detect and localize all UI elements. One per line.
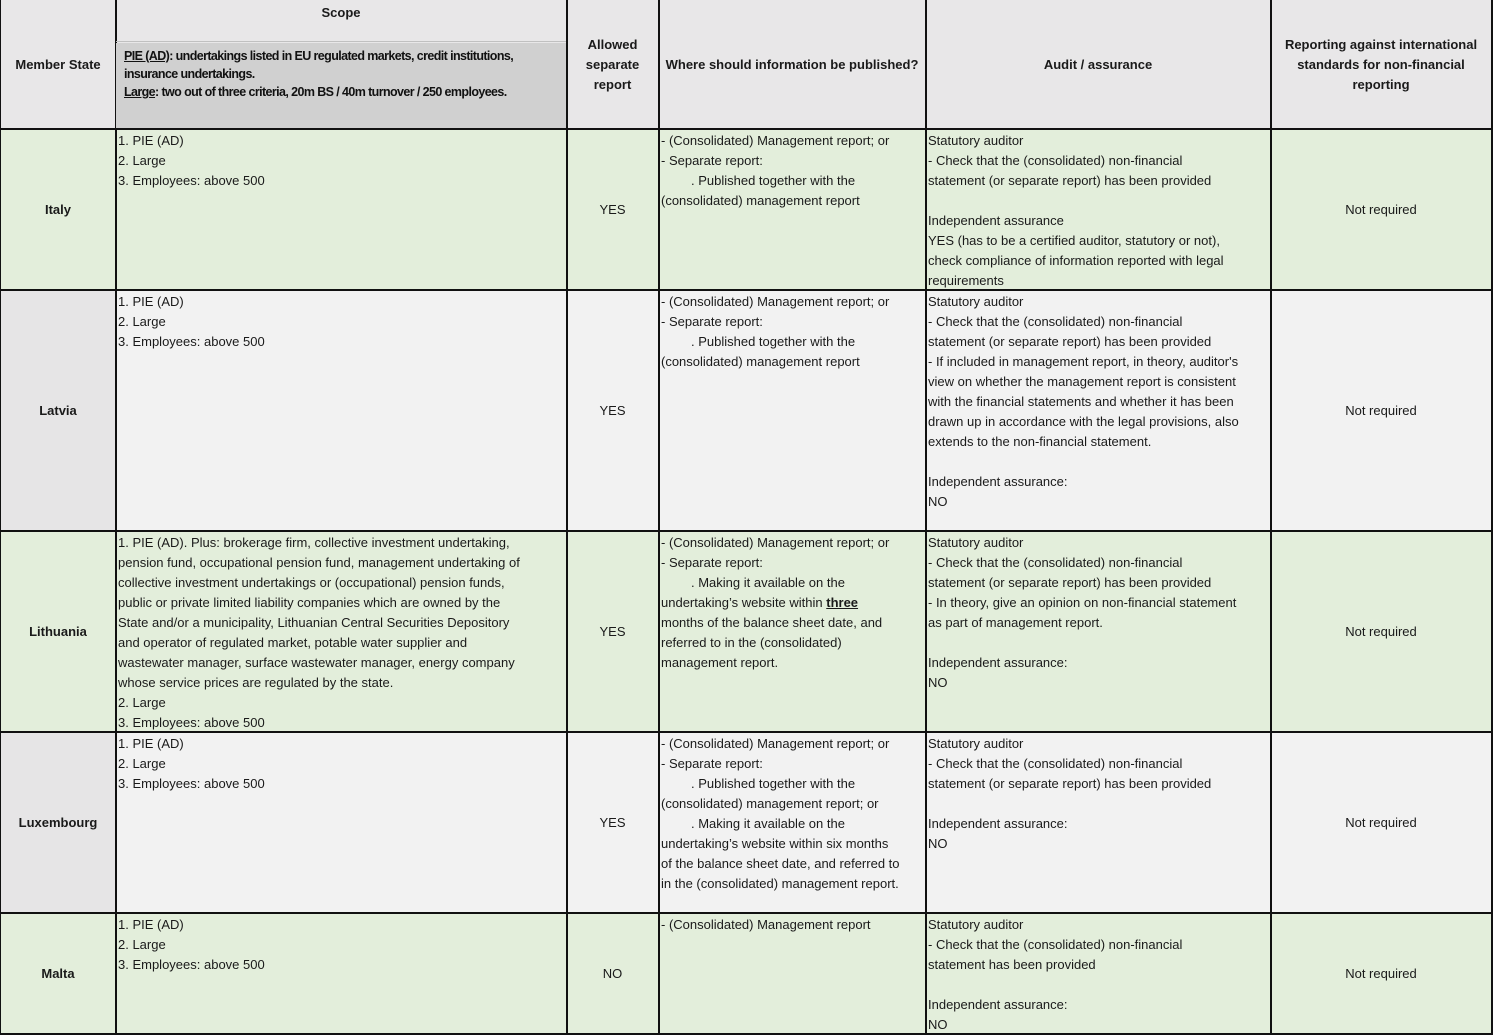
where-published-cell[interactable] <box>659 733 927 912</box>
audit-line: - Check that the (consolidated) non-financial <box>928 555 1183 570</box>
audit-line: Independent assurance: <box>928 816 1068 831</box>
audit-line: with the financial statements and whether it has been <box>928 394 1234 409</box>
scope-line: collective investment undertakings or (occupational) pension funds, <box>118 575 505 590</box>
blank-line <box>928 452 1268 472</box>
allowed-separate-report-cell[interactable] <box>567 532 660 731</box>
allowed-separate-report-value: YES <box>599 201 626 217</box>
audit-line: drawn up in accordance with the legal provisions, also <box>928 414 1239 429</box>
audit-cell[interactable] <box>926 733 1272 912</box>
where-published-line: - (Consolidated) Management report <box>661 917 871 932</box>
where-published-line: - Separate report: <box>661 153 763 168</box>
reporting-standards-cell[interactable] <box>1271 914 1493 1033</box>
header-row <box>0 0 1493 129</box>
header-scope[interactable] <box>116 0 568 129</box>
where-published-line: undertaking’s website within six months <box>661 836 889 851</box>
audit-line: Independent assurance: <box>928 474 1068 489</box>
where-published-line: - Separate report: <box>661 756 763 771</box>
audit-line: NO <box>928 675 948 690</box>
scope-line: pension fund, occupational pension fund, management undertaking of <box>118 555 520 570</box>
audit-line: - Check that the (consolidated) non-financial <box>928 937 1183 952</box>
table-row-lithuania <box>0 532 1493 731</box>
header-allowed-separate-report[interactable] <box>567 0 660 129</box>
scope-line: 3. Employees: above 500 <box>118 776 265 791</box>
member-state-name: Italy <box>44 201 71 217</box>
audit-line: Independent assurance: <box>928 997 1068 1012</box>
scope-cell[interactable] <box>116 291 568 530</box>
audit-line: Independent assurance <box>928 213 1064 228</box>
scope-cell[interactable] <box>116 130 568 289</box>
audit-line: statement (or separate report) has been provided <box>928 173 1212 188</box>
scope-line: 1. PIE (AD) <box>118 294 184 309</box>
where-published-line: - (Consolidated) Management report; or <box>661 294 890 309</box>
where-published-line: (consolidated) management report; or <box>661 796 879 811</box>
audit-line: - If included in management report, in theory, auditor's <box>928 354 1239 369</box>
audit-line: Independent assurance: <box>928 655 1068 670</box>
audit-cell[interactable] <box>926 291 1272 530</box>
scope-line: 2. Large <box>118 937 166 952</box>
scope-definition <box>116 43 566 129</box>
header-scope-title: Scope <box>116 0 566 42</box>
where-published-line: . Making it available on the <box>691 816 845 831</box>
header-where-published-label: Where should information be published? <box>665 56 919 72</box>
reporting-standards-cell[interactable] <box>1271 291 1493 530</box>
where-published-line: (consolidated) management report <box>661 193 860 208</box>
member-state-cell[interactable] <box>0 733 117 912</box>
table-row-luxembourg <box>0 733 1493 912</box>
where-published-line: - Separate report: <box>661 314 763 329</box>
scope-line: 2. Large <box>118 153 166 168</box>
audit-line: statement (or separate report) has been provided <box>928 334 1212 349</box>
blank-line <box>928 794 1268 814</box>
table-row-italy <box>0 130 1493 289</box>
allowed-separate-report-value: YES <box>599 623 626 639</box>
where-published-line: - (Consolidated) Management report; or <box>661 535 890 550</box>
audit-line: Statutory auditor <box>928 535 1024 550</box>
audit-line: requirements <box>928 273 1004 288</box>
blank-line <box>928 191 1268 211</box>
scope-line: 2. Large <box>118 756 166 771</box>
where-published-cell[interactable] <box>659 914 927 1033</box>
scope-line: 3. Employees: above 500 <box>118 957 265 972</box>
audit-line: Statutory auditor <box>928 736 1024 751</box>
allowed-separate-report-cell[interactable] <box>567 130 660 289</box>
where-published-line: in the (consolidated) management report. <box>661 876 899 891</box>
audit-line: NO <box>928 836 948 851</box>
scope-line: and operator of regulated market, potable water supplier and <box>118 635 468 650</box>
header-member-state-label: Member State <box>15 56 101 72</box>
reporting-standards-cell[interactable] <box>1271 532 1493 731</box>
audit-cell[interactable] <box>926 914 1272 1033</box>
audit-line: check compliance of information reported with legal <box>928 253 1224 268</box>
member-state-cell[interactable] <box>0 532 117 731</box>
scope-line: 1. PIE (AD) <box>118 917 184 932</box>
allowed-separate-report-cell[interactable] <box>567 914 660 1033</box>
where-published-line: - Separate report: <box>661 555 763 570</box>
audit-line: - Check that the (consolidated) non-financial <box>928 756 1183 771</box>
scope-line: 1. PIE (AD) <box>118 736 184 751</box>
where-published-line: management report. <box>661 655 779 670</box>
reporting-standards-cell[interactable] <box>1271 733 1493 912</box>
scope-line: 2. Large <box>118 314 166 329</box>
where-published-line: . Published together with the <box>691 173 856 188</box>
scope-cell[interactable] <box>116 914 568 1033</box>
where-published-cell[interactable] <box>659 130 927 289</box>
audit-line: statement has been provided <box>928 957 1096 972</box>
reporting-standards-value: Not required <box>1345 623 1417 639</box>
where-published-line: . Published together with the <box>691 776 856 791</box>
header-audit-assurance-label: Audit / assurance <box>1043 56 1153 72</box>
scope-line: 3. Employees: above 500 <box>118 715 265 730</box>
member-state-name: Lithuania <box>29 623 87 639</box>
allowed-separate-report-value: YES <box>599 402 626 418</box>
allowed-separate-report-value: NO <box>602 965 623 981</box>
audit-line: Statutory auditor <box>928 917 1024 932</box>
audit-line: extends to the non-financial statement. <box>928 434 1152 449</box>
scope-line: wastewater manager, surface wastewater manager, energy company <box>118 655 515 670</box>
header-reporting-standards-label: Reporting against international standards for non-financial reporting <box>1284 36 1478 92</box>
audit-line: view on whether the management report is consistent <box>928 374 1236 389</box>
audit-cell[interactable] <box>926 130 1272 289</box>
where-published-line: . Published together with the <box>691 334 856 349</box>
audit-line: YES (has to be a certified auditor, statutory or not), <box>928 233 1220 248</box>
header-reporting-standards[interactable] <box>1271 0 1493 129</box>
scope-cell[interactable] <box>116 532 568 731</box>
scope-line: State and/or a municipality, Lithuanian Central Securities Depository <box>118 615 510 630</box>
blank-line <box>928 975 1268 995</box>
audit-line: Statutory auditor <box>928 294 1024 309</box>
scope-line: 1. PIE (AD). Plus: brokerage firm, collective investment undertaking, <box>118 535 510 550</box>
scope-line: 3. Employees: above 500 <box>118 173 265 188</box>
scope-line: 1. PIE (AD) <box>118 133 184 148</box>
blank-line <box>928 633 1268 653</box>
allowed-separate-report-cell[interactable] <box>567 291 660 530</box>
allowed-separate-report-value: YES <box>599 814 626 830</box>
emphasized-three: three <box>826 595 859 610</box>
header-where-published[interactable] <box>659 0 927 129</box>
audit-line: NO <box>928 1017 948 1032</box>
scope-cell[interactable] <box>116 733 568 912</box>
audit-line: statement (or separate report) has been provided <box>928 575 1212 590</box>
where-published-line <box>661 593 923 613</box>
where-published-line: of the balance sheet date, and referred to <box>661 856 900 871</box>
audit-line: NO <box>928 494 948 509</box>
reporting-standards-value: Not required <box>1345 965 1417 981</box>
table-border-bottom <box>0 1033 1493 1035</box>
scope-def-large-text: : two out of three criteria, 20m BS / 40m turnover / 250 employees. <box>155 85 507 99</box>
audit-line: statement (or separate report) has been provided <box>928 776 1212 791</box>
audit-line: as part of management report. <box>928 615 1103 630</box>
where-published-line: - (Consolidated) Management report; or <box>661 736 890 751</box>
member-state-cell[interactable] <box>0 130 117 289</box>
audit-line: - Check that the (consolidated) non-financial <box>928 314 1183 329</box>
scope-line: public or private limited liability companies which are owned by the <box>118 595 501 610</box>
member-state-name: Latvia <box>39 402 77 418</box>
scope-line: 3. Employees: above 500 <box>118 334 265 349</box>
audit-cell[interactable] <box>926 532 1272 731</box>
header-audit-assurance[interactable] <box>926 0 1272 129</box>
where-published-line: (consolidated) management report <box>661 354 860 369</box>
scope-def-large-label: Large <box>124 85 156 99</box>
where-published-cell[interactable] <box>659 532 927 731</box>
member-state-cell[interactable] <box>0 291 117 530</box>
audit-line: - In theory, give an opinion on non-financial statement <box>928 595 1237 610</box>
where-published-line: - (Consolidated) Management report; or <box>661 133 890 148</box>
member-state-name: Malta <box>41 965 75 981</box>
allowed-separate-report-cell[interactable] <box>567 733 660 912</box>
where-published-text: undertaking’s website within <box>661 595 827 610</box>
table-row-malta <box>0 914 1493 1033</box>
reporting-standards-value: Not required <box>1345 402 1417 418</box>
reporting-standards-value: Not required <box>1345 814 1417 830</box>
where-published-cell[interactable] <box>659 291 927 530</box>
table-row-latvia <box>0 291 1493 530</box>
scope-line: 2. Large <box>118 695 166 710</box>
where-published-line: referred to in the (consolidated) <box>661 635 842 650</box>
reporting-standards-cell[interactable] <box>1271 130 1493 289</box>
header-allowed-separate-report-label: Allowed separate report <box>585 36 640 92</box>
header-member-state[interactable] <box>0 0 117 129</box>
where-published-line: . Making it available on the <box>691 575 845 590</box>
member-state-cell[interactable] <box>0 914 117 1033</box>
scope-def-pie-text: : undertakings listed in EU regulated markets, credit institutions, insurance undertakings. <box>124 49 514 81</box>
member-state-name: Luxembourg <box>18 814 98 830</box>
audit-line: Statutory auditor <box>928 133 1024 148</box>
scope-def-pie-label: PIE (AD) <box>124 49 170 63</box>
scope-line: whose service prices are regulated by the state. <box>118 675 394 690</box>
where-published-line: months of the balance sheet date, and <box>661 615 883 630</box>
audit-line: - Check that the (consolidated) non-financial <box>928 153 1183 168</box>
reporting-standards-value: Not required <box>1345 201 1417 217</box>
